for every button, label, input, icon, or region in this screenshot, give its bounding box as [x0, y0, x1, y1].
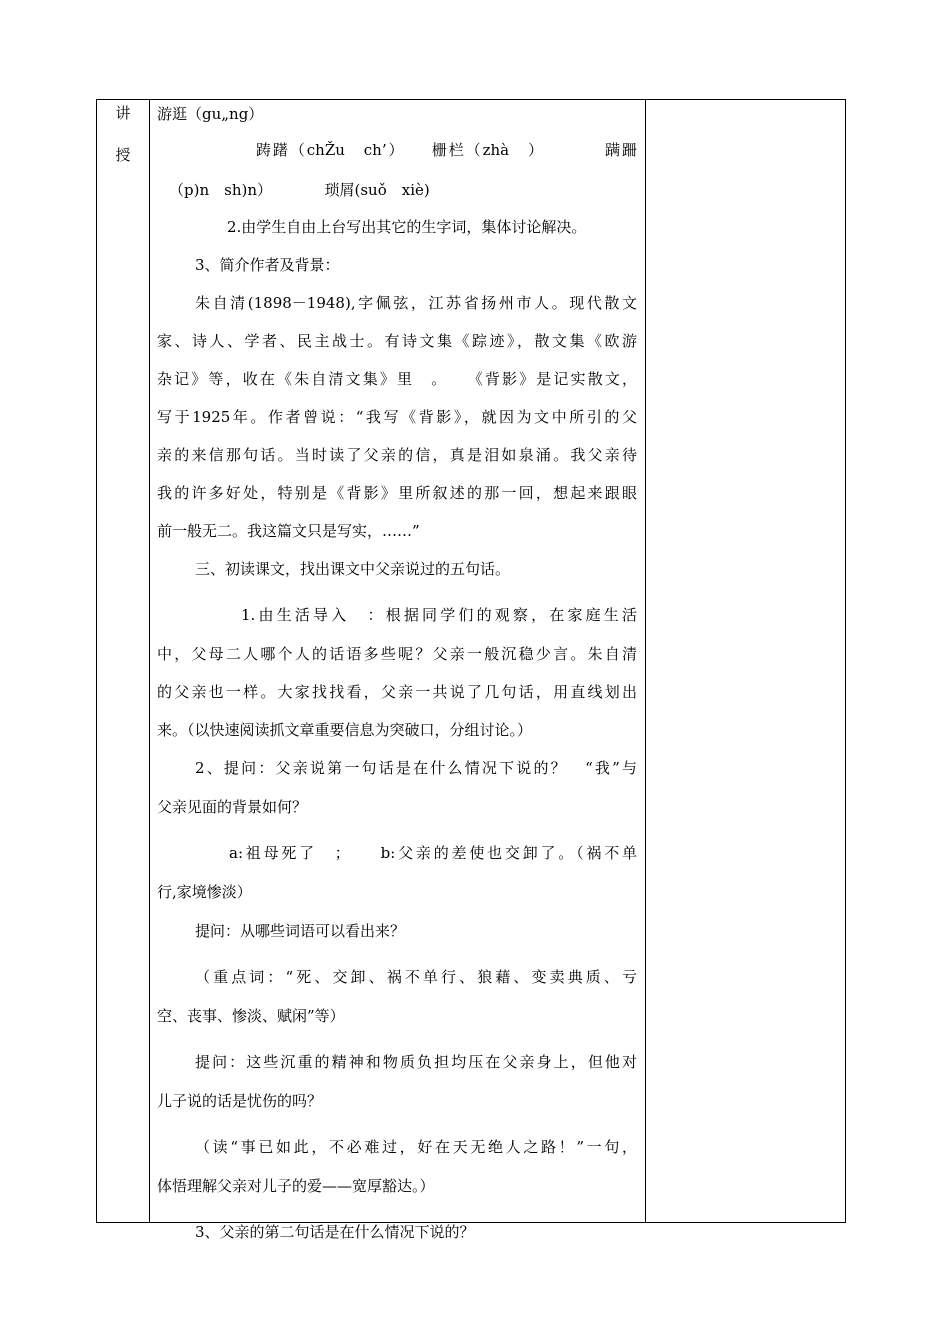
text-line: 父亲见面的背景如何？: [157, 798, 308, 816]
text-line: 我的许多好处，特别是《背影》里所叙述的那一回，想起来跟眼: [157, 484, 637, 502]
text-line: 前一般无二。我这篇文只是写实，……”: [157, 522, 420, 540]
text-line: 三、初读课文，找出课文中父亲说过的五句话。: [195, 560, 511, 578]
lesson-table: [96, 99, 846, 1241]
text-line: 踌躇（chŽu ch’） 栅栏（zhà ） 蹒跚: [256, 141, 637, 159]
text-line: 2.由学生自由上台写出其它的生字词，集体讨论解决。: [227, 218, 587, 236]
text-line: 行,家境惨淡）: [157, 883, 252, 901]
section-label-char-1: 讲: [115, 104, 131, 122]
text-line: 1.由生活导入 ：根据同学们的观察，在家庭生活: [241, 606, 637, 624]
text-line: 游逛（gu„ng）: [157, 105, 264, 123]
text-line: 的父亲也一样。大家找找看，父亲一共说了几句话，用直线划出: [157, 683, 637, 701]
text-line: 提问：从哪些词语可以看出来？: [195, 922, 406, 940]
text-line: a:祖母死了 ； b:父亲的差使也交卸了。（祸不单: [229, 844, 637, 862]
text-line: 3、简介作者及背景：: [195, 256, 340, 274]
text-line: （p)n sh)n） 琐屑(suǒ xiè): [169, 181, 430, 199]
text-line: 3、父亲的第二句话是在什么情况下说的？: [195, 1223, 475, 1241]
text-line: 朱自清(1898－1948),字佩弦，江苏省扬州市人。现代散文: [195, 294, 637, 312]
text-line: 儿子说的话是忧伤的吗？: [157, 1092, 323, 1110]
text-line: 来。（以快速阅读抓文章重要信息为突破口，分组讨论。）: [157, 721, 533, 739]
text-line: 家、诗人、学者、民主战士。有诗文集《踪迹》，散文集《欧游: [157, 332, 637, 350]
text-line: 体悟理解父亲对儿子的爱——宽厚豁达。）: [157, 1177, 435, 1195]
column-divider-right: [645, 100, 646, 1222]
text-line: 2、提问：父亲说第一句话是在什么情况下说的？ “我”与: [195, 759, 637, 777]
column-divider-left: [149, 100, 150, 1222]
text-line: 杂记》等，收在《朱自清文集》里 。 《背影》是记实散文，: [157, 370, 637, 388]
text-line: 写于1925年。作者曾说：“我写《背影》，就因为文中所引的父: [157, 408, 637, 426]
text-line: 中，父母二人哪个人的话语多些呢？父亲一般沉稳少言。朱自清: [157, 645, 637, 663]
section-label-char-2: 授: [115, 146, 131, 164]
text-line: （重点词：“死、交卸、祸不单行、狼藉、变卖典质、亏: [195, 968, 637, 986]
text-line: 亲的来信那句话。当时读了父亲的信，真是泪如泉涌。我父亲待: [157, 446, 637, 464]
text-line: （读“事已如此，不必难过，好在天无绝人之路！”一句，: [195, 1138, 637, 1156]
text-line: 空、丧事、惨淡、赋闲”等）: [157, 1007, 345, 1025]
text-line: 提问：这些沉重的精神和物质负担均压在父亲身上，但他对: [195, 1053, 637, 1071]
